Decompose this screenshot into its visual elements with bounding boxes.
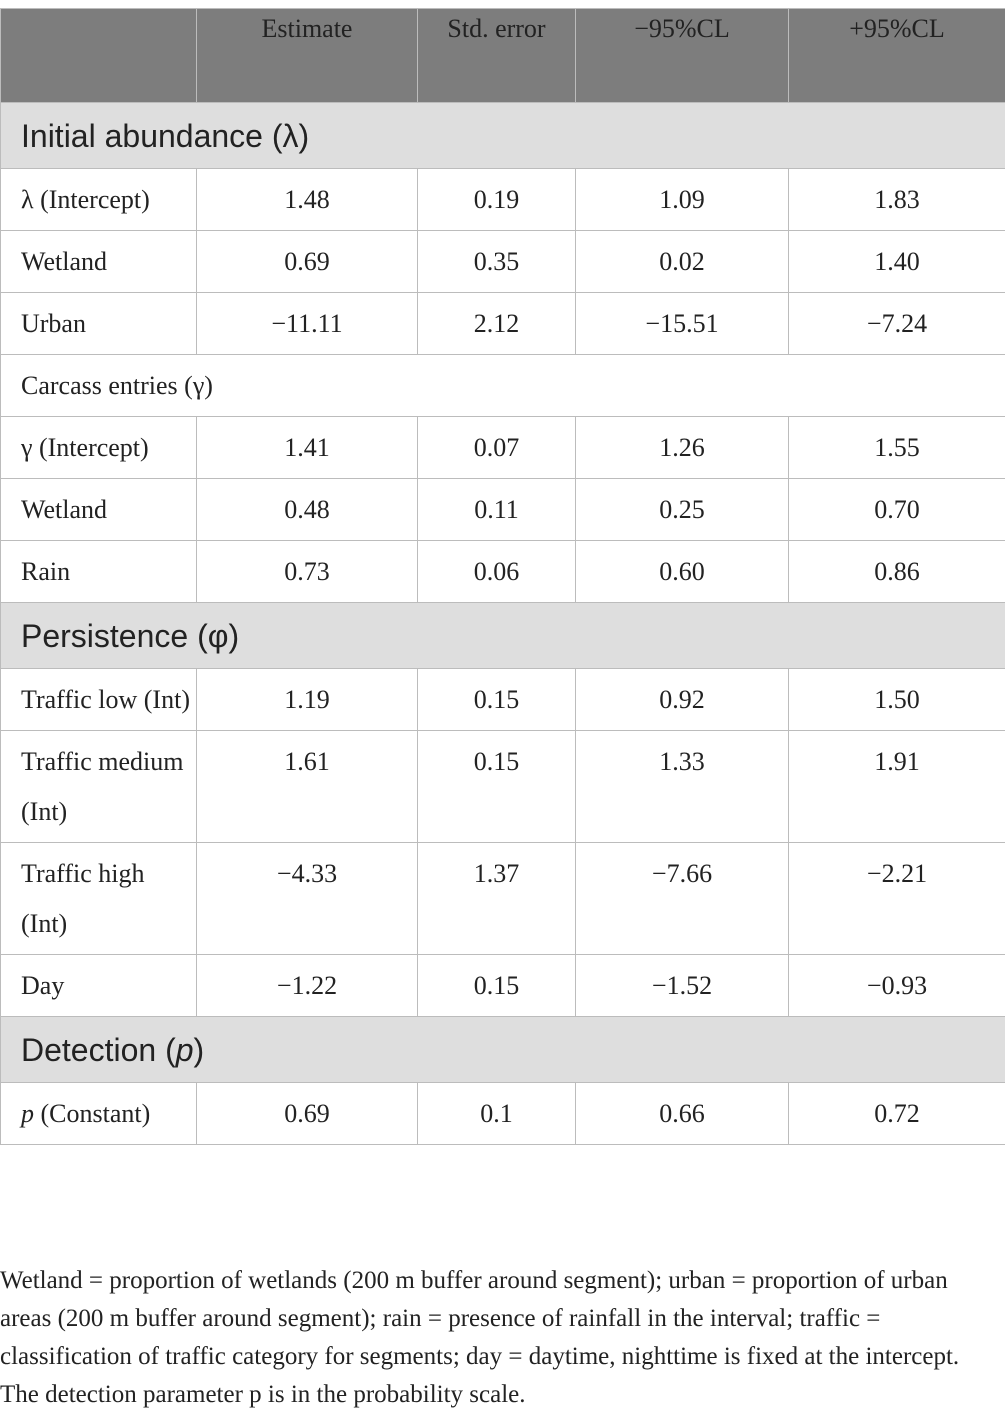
std-error-cell: 0.15 [418, 731, 576, 843]
upper-cl-cell: 0.86 [789, 541, 1005, 603]
lower-cl-cell: 1.09 [576, 169, 789, 231]
lower-cl-cell: 0.92 [576, 669, 789, 731]
results-table [0, 8, 1005, 1145]
header-blank [1, 9, 197, 103]
section-initial-abundance [1, 103, 1005, 169]
section-title-variable: p [175, 1032, 194, 1068]
estimate-cell: 1.41 [197, 417, 418, 479]
std-error-cell: 2.12 [418, 293, 576, 355]
section-title-text: Detection ( [21, 1032, 176, 1068]
row-label: Wetland [1, 479, 197, 541]
upper-cl-cell: −7.24 [789, 293, 1005, 355]
std-error-cell: 0.07 [418, 417, 576, 479]
estimate-cell: 1.48 [197, 169, 418, 231]
std-error-cell: 0.19 [418, 169, 576, 231]
upper-cl-cell: −0.93 [789, 955, 1005, 1017]
table-row [1, 843, 1005, 955]
table-row [1, 731, 1005, 843]
header-estimate: Estimate [197, 9, 418, 103]
upper-cl-cell: −2.21 [789, 843, 1005, 955]
section-detection [1, 1017, 1005, 1083]
row-label-text: (Constant) [34, 1099, 151, 1128]
estimate-cell: 0.73 [197, 541, 418, 603]
std-error-cell: 0.15 [418, 669, 576, 731]
estimate-cell: 1.61 [197, 731, 418, 843]
header-std-error: Std. error [418, 9, 576, 103]
section-carcass-entries [1, 355, 1005, 417]
table-row [1, 541, 1005, 603]
std-error-cell: 0.35 [418, 231, 576, 293]
row-label: λ (Intercept) [1, 169, 197, 231]
table-row [1, 669, 1005, 731]
upper-cl-cell: 1.83 [789, 169, 1005, 231]
estimate-cell: −1.22 [197, 955, 418, 1017]
lower-cl-cell: 1.26 [576, 417, 789, 479]
lower-cl-cell: 0.25 [576, 479, 789, 541]
upper-cl-cell: 1.50 [789, 669, 1005, 731]
table-row [1, 1083, 1005, 1145]
row-label: Rain [1, 541, 197, 603]
row-label: Day [1, 955, 197, 1017]
table-row [1, 293, 1005, 355]
section-title: Persistence (φ) [1, 603, 1005, 669]
lower-cl-cell: −7.66 [576, 843, 789, 955]
estimate-cell: −4.33 [197, 843, 418, 955]
section-title-close: ) [193, 1032, 205, 1068]
estimate-cell: −11.11 [197, 293, 418, 355]
upper-cl-cell: 1.55 [789, 417, 1005, 479]
header-lower-cl: −95%CL [576, 9, 789, 103]
estimate-cell: 0.69 [197, 1083, 418, 1145]
section-persistence [1, 603, 1005, 669]
table-row [1, 479, 1005, 541]
section-title: Carcass entries (γ) [1, 355, 1005, 417]
lower-cl-cell: 0.60 [576, 541, 789, 603]
estimate-cell: 0.69 [197, 231, 418, 293]
upper-cl-cell: 0.70 [789, 479, 1005, 541]
row-label: Wetland [1, 231, 197, 293]
estimate-cell: 1.19 [197, 669, 418, 731]
upper-cl-cell: 0.72 [789, 1083, 1005, 1145]
std-error-cell: 1.37 [418, 843, 576, 955]
row-label-variable: p [21, 1099, 34, 1128]
lower-cl-cell: 0.02 [576, 231, 789, 293]
row-label [1, 1083, 197, 1145]
std-error-cell: 0.1 [418, 1083, 576, 1145]
header-upper-cl: +95%CL [789, 9, 1005, 103]
row-label: Traffic medium (Int) [1, 731, 197, 843]
lower-cl-cell: −1.52 [576, 955, 789, 1017]
estimate-cell: 0.48 [197, 479, 418, 541]
table-row [1, 955, 1005, 1017]
table-row [1, 231, 1005, 293]
row-label: γ (Intercept) [1, 417, 197, 479]
table-row [1, 417, 1005, 479]
section-title: Initial abundance (λ) [1, 103, 1005, 169]
section-title [1, 1017, 1005, 1083]
table-row [1, 169, 1005, 231]
lower-cl-cell: 0.66 [576, 1083, 789, 1145]
std-error-cell: 0.06 [418, 541, 576, 603]
upper-cl-cell: 1.40 [789, 231, 1005, 293]
lower-cl-cell: 1.33 [576, 731, 789, 843]
std-error-cell: 0.11 [418, 479, 576, 541]
std-error-cell: 0.15 [418, 955, 576, 1017]
row-label: Traffic high (Int) [1, 843, 197, 955]
row-label: Urban [1, 293, 197, 355]
upper-cl-cell: 1.91 [789, 731, 1005, 843]
header-row [1, 9, 1005, 103]
table-footnote: Wetland = proportion of wetlands (200 m buffer around segment); urban = proportion of urban areas (200 m buffer around segment); rain = presence of rainfall in the interval; traffic = classification of traffic category for segments; day = daytime, nighttime is fixed at the intercept. The detection parameter p is in the probability scale. [0, 1267, 960, 1408]
lower-cl-cell: −15.51 [576, 293, 789, 355]
row-label: Traffic low (Int) [1, 669, 197, 731]
